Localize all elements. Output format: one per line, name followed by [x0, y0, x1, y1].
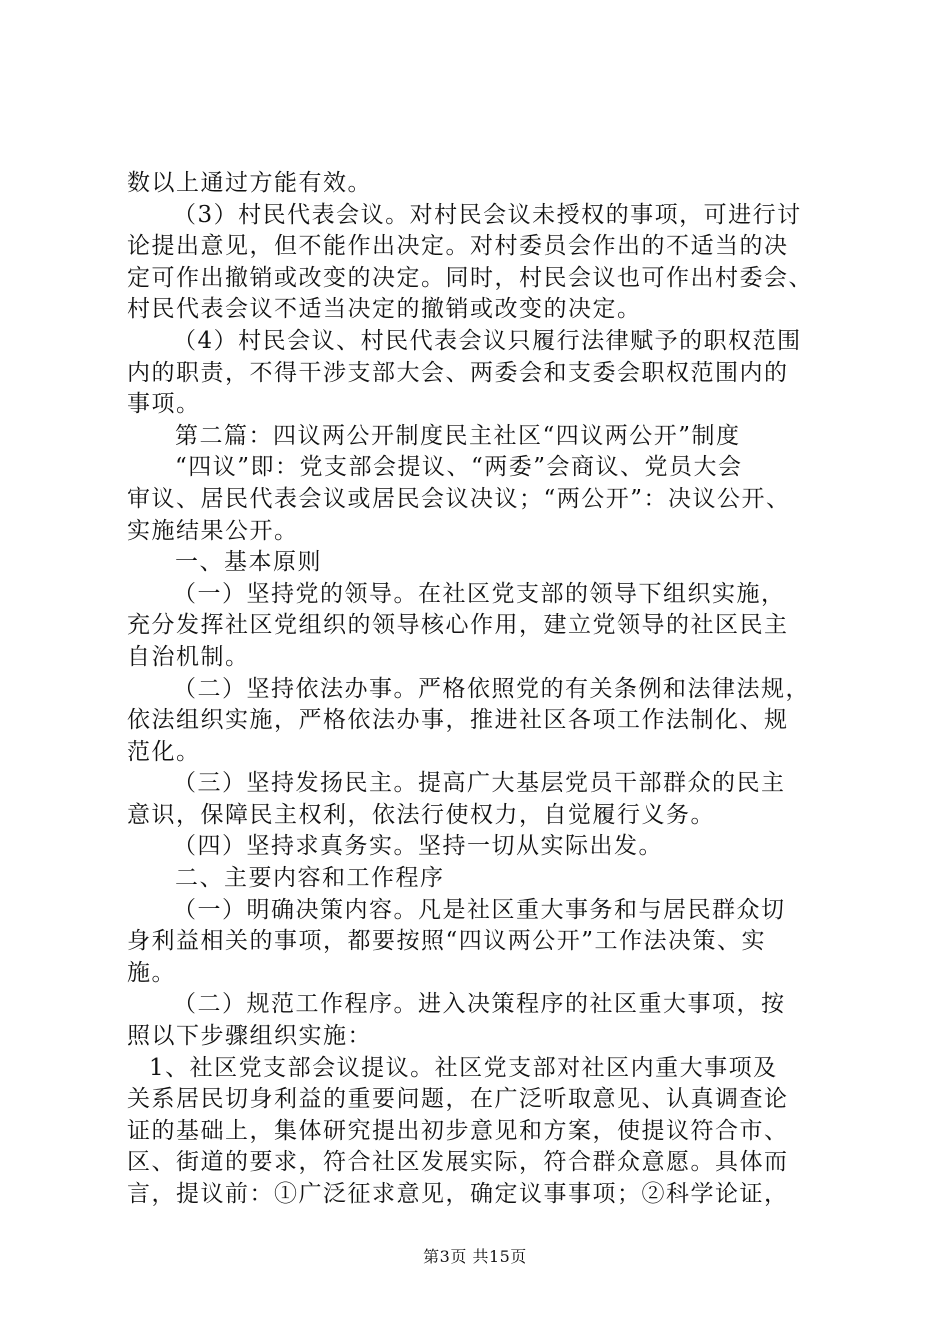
page-footer: 第3页 共15页	[423, 1247, 527, 1266]
text-line: （3）村民代表会议。对村民会议未授权的事项，可进行讨	[173, 201, 802, 228]
text-line: 区、街道的要求，符合社区发展实际，符合群众意愿。具体而	[127, 1149, 789, 1176]
text-line: 照以下步骤组织实施：	[127, 1023, 372, 1050]
text-line: 数以上通过方能有效。	[127, 170, 372, 196]
text-line: （二）规范工作程序。进入决策程序的社区重大事项，按	[173, 991, 786, 1018]
text-line: 审议、居民代表会议或居民会议决议；“两公开”：决议公开、	[127, 485, 791, 512]
section-heading: 第二篇：四议两公开制度民主社区“四议两公开”制度	[175, 422, 741, 449]
text-line: （二）坚持依法办事。严格依照党的有关条例和法律法规，	[173, 675, 810, 702]
text-line: 定可作出撤销或改变的决定。同时，村民会议也可作出村委会、	[127, 264, 813, 291]
text-line: 依法组织实施，严格依法办事，推进社区各项工作法制化、规	[127, 707, 789, 734]
text-line: 1、社区党支部会议提议。社区党支部对社区内重大事项及	[149, 1054, 778, 1081]
text-line: “四议”即：党支部会提议、“两委”会商议、党员大会	[175, 454, 743, 481]
text-line: 论提出意见，但不能作出决定。对村委员会作出的不适当的决	[127, 233, 789, 260]
text-line: 施。	[127, 959, 176, 986]
text-line: 证的基础上，集体研究提出初步意见和方案，使提议符合市、	[127, 1117, 789, 1144]
text-line: 实施结果公开。	[127, 517, 299, 544]
text-line: 自治机制。	[127, 643, 250, 670]
subsection-heading: 一、基本原则	[175, 549, 322, 576]
text-line: 充分发挥社区党组织的领导核心作用，建立党领导的社区民主	[127, 612, 789, 639]
text-line: 范化。	[127, 738, 201, 765]
text-line: （一）坚持党的领导。在社区党支部的领导下组织实施，	[173, 580, 786, 607]
text-line: 身利益相关的事项，都要按照“四议两公开”工作法决策、实	[127, 928, 767, 955]
text-line: 意识，保障民主权利，依法行使权力，自觉履行义务。	[127, 801, 715, 828]
text-line: （四）坚持求真务实。坚持一切从实际出发。	[173, 833, 663, 860]
text-line: （4）村民会议、村民代表会议只履行法律赋予的职权范围	[173, 327, 802, 354]
text-line: （一）明确决策内容。凡是社区重大事务和与居民群众切	[173, 896, 786, 923]
subsection-heading: 二、主要内容和工作程序	[175, 865, 445, 892]
text-line: 事项。	[127, 391, 201, 418]
text-line: （三）坚持发扬民主。提高广大基层党员干部群众的民主	[173, 770, 786, 797]
text-line: 内的职责，不得干涉支部大会、两委会和支委会职权范围内的	[127, 359, 789, 386]
text-line: 言，提议前：①广泛征求意见，确定议事事项；②科学论证，	[127, 1181, 789, 1207]
text-line: 村民代表会议不适当决定的撤销或改变的决定。	[127, 296, 642, 323]
document-body	[127, 168, 837, 1211]
text-line: 关系居民切身利益的重要问题，在广泛听取意见、认真调查论	[127, 1086, 789, 1113]
